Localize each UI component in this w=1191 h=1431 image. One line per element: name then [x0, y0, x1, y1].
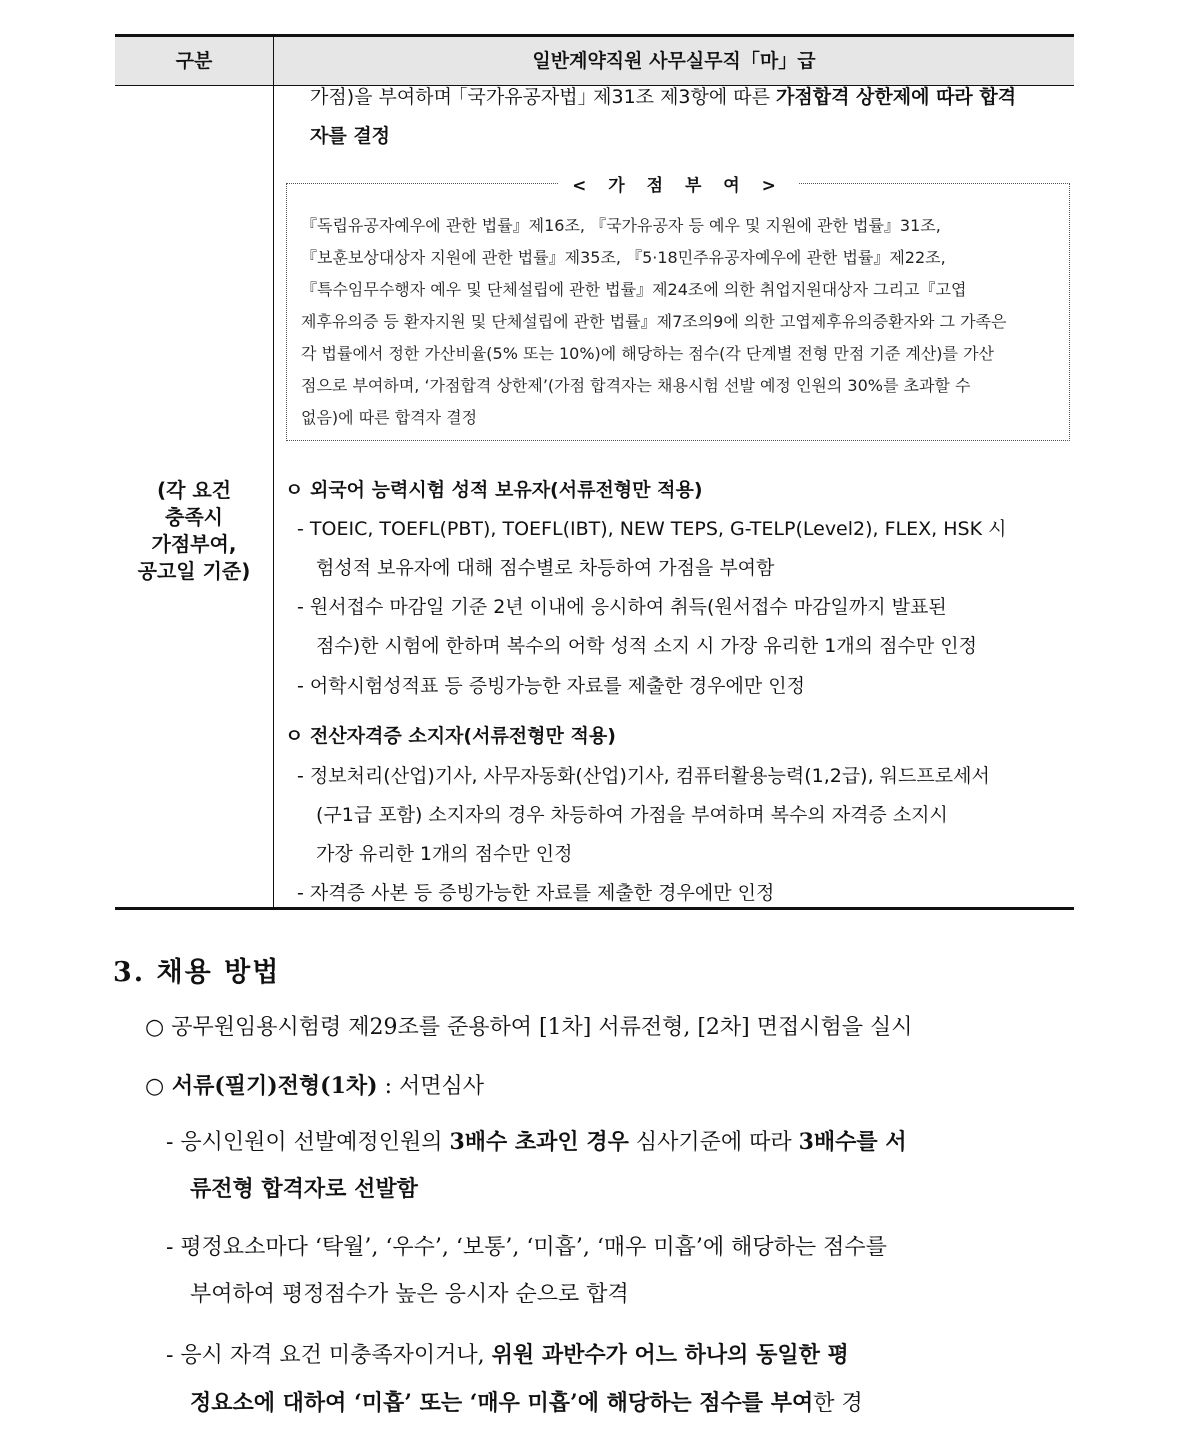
computer-cert-line: (구1급 포함) 소지자의 경우 차등하여 가점을 부여하며 복수의 자격증 소지시	[316, 804, 948, 826]
method-sub-1-line-2: 류전형 합격자로 선발함	[190, 1176, 418, 1202]
foreign-language-line: - TOEIC, TOEFL(PBT), TOEFL(IBT), NEW TEPS, G-TELP(Level2), FLEX, HSK 시	[297, 518, 1007, 540]
method-sub-3-line-1: - 응시 자격 요건 미충족자이거나, 위원 과반수가 어느 하나의 동일한 평	[166, 1342, 849, 1368]
header-position: 일반계약직원 사무실무직「마」급	[532, 50, 816, 72]
bonus-box-title: < 가 점 부 여 >	[558, 176, 798, 196]
bonus-box-line: 『특수임무수행자 예우 및 단체설립에 관한 법률』제24조에 의한 취업지원대상자 그리고『고엽	[301, 280, 967, 299]
row-label-line: 공고일 기준)	[137, 559, 251, 583]
method-sub-1-line-1: - 응시인원이 선발예정인원의 3배수 초과인 경우 심사기준에 따라 3배수를 서	[166, 1129, 907, 1155]
bonus-box-line: 『독립유공자예우에 관한 법률』제16조, 『국가유공자 등 예우 및 지원에 관한 법률』31조,	[301, 216, 941, 235]
method-sub-2-line-1: - 평정요소마다 ‘탁월’, ‘우수’, ‘보통’, ‘미흡’, ‘매우 미흡’에 해당하는 점수를	[166, 1235, 887, 1260]
row-label-line: 충족시	[165, 505, 223, 529]
method-item-2: ○ 서류(필기)전형(1차) : 서면심사	[145, 1073, 484, 1099]
row-label-line: (각 요건	[156, 478, 232, 502]
intro-line-1: 가점)을 부여하며 ｢국가유공자법｣ 제31조 제3항에 따른 가점합격 상한제에 따라 합격	[310, 86, 1017, 108]
foreign-language-line: 점수)한 시험에 한하며 복수의 어학 성적 소지 시 가장 유리한 1개의 점수만 인정	[316, 635, 977, 657]
foreign-language-heading: ㅇ 외국어 능력시험 성적 보유자(서류전형만 적용)	[285, 479, 703, 501]
bonus-box	[286, 176, 1070, 441]
bonus-box-line: 없음)에 따른 합격자 결정	[301, 408, 478, 427]
intro-line-2: 자를 결정	[310, 125, 391, 147]
column-divider	[273, 37, 274, 907]
bonus-box-line: 『보훈보상대상자 지원에 관한 법률』제35조, 『5·18민주유공자예우에 관한 법률』제22조,	[301, 248, 946, 267]
computer-cert-line: 가장 유리한 1개의 점수만 인정	[316, 843, 573, 865]
section-title: 3. 채용 방법	[113, 957, 281, 988]
row-label-line: 가점부여,	[151, 532, 237, 556]
bonus-box-line: 각 법률에서 정한 가산비율(5% 또는 10%)에 해당하는 점수(각 단계별 전형 만점 기준 계산)를 가산	[301, 344, 994, 363]
foreign-language-line: 험성적 보유자에 대해 점수별로 차등하여 가점을 부여함	[316, 557, 775, 579]
foreign-language-line: - 어학시험성적표 등 증빙가능한 자료를 제출한 경우에만 인정	[297, 675, 805, 697]
foreign-language-line: - 원서접수 마감일 기준 2년 이내에 응시하여 취득(원서접수 마감일까지 발표된	[297, 596, 947, 618]
computer-cert-line: - 자격증 사본 등 증빙가능한 자료를 제출한 경우에만 인정	[297, 882, 775, 904]
method-sub-2-line-2: 부여하여 평정점수가 높은 응시자 순으로 합격	[190, 1282, 629, 1307]
computer-cert-line: - 정보처리(산업)기사, 사무자동화(산업)기사, 컴퓨터활용능력(1,2급), 워드프로세서	[297, 765, 990, 787]
computer-cert-heading: ㅇ 전산자격증 소지자(서류전형만 적용)	[285, 725, 616, 747]
method-sub-3-line-2: 정요소에 대하여 ‘미흡’ 또는 ‘매우 미흡’에 해당하는 점수를 부여한 경	[190, 1390, 863, 1416]
header-category: 구분	[175, 50, 213, 72]
row-label	[115, 477, 273, 585]
bonus-box-line: 제후유의증 등 환자지원 및 단체설립에 관한 법률』제7조의9에 의한 고엽제후유의증환자와 그 가족은	[301, 312, 1007, 331]
bonus-box-line: 점으로 부여하며, ‘가점합격 상한제’(가점 합격자는 채용시험 선발 예정 인원의 30%를 초과할 수	[301, 376, 971, 395]
method-item-1: ○ 공무원임용시험령 제29조를 준용하여 [1차] 서류전형, [2차] 면접시험을 실시	[145, 1015, 913, 1040]
